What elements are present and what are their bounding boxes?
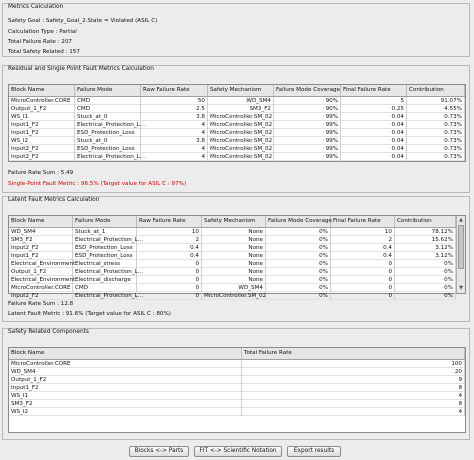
table-cell: 0%	[395, 268, 456, 276]
table-cell: Input1_F2	[9, 129, 75, 137]
table-cell: 0.04	[341, 129, 407, 137]
table-cell: Electrical_discharge	[73, 276, 137, 284]
table-cell: 4.55%	[407, 105, 465, 113]
related-col-total-failure-rate[interactable]: Total Failure Rate	[242, 348, 465, 359]
residual-col-final-failure-rate[interactable]: Final Failure Rate	[341, 85, 407, 96]
latent-sum-text: Failure Rate Sum : 12.8	[8, 301, 74, 307]
table-cell: Stuck_at_0	[75, 113, 141, 121]
table-cell: 0.4	[331, 244, 395, 252]
table-cell: 3.12%	[395, 252, 456, 260]
table-cell: WS_I1	[9, 113, 75, 121]
table-cell: 0.4	[137, 252, 202, 260]
table-row[interactable]	[9, 236, 456, 244]
residual-col-safety-mechanism[interactable]: Safety Mechanism	[208, 85, 274, 96]
table-cell: WS_I1	[9, 392, 242, 400]
table-cell: 15.62%	[395, 236, 456, 244]
table-cell: CMD	[73, 284, 137, 292]
table-row[interactable]	[9, 400, 465, 408]
table-row[interactable]	[9, 244, 456, 252]
latent-col-block-name[interactable]: Block Name	[9, 216, 73, 227]
related-panel-title: Safety Related Components	[8, 329, 89, 335]
table-cell: WD_SM4	[9, 228, 73, 236]
table-cell: 0.73%	[407, 137, 465, 145]
table-row[interactable]	[9, 113, 465, 121]
table-cell: Input2_F2	[9, 292, 73, 300]
table-cell: 90%	[274, 105, 341, 113]
table-cell: Stuck_at_0	[75, 137, 141, 145]
table-cell: 2	[137, 236, 202, 244]
scroll-down-icon[interactable]: ▼	[459, 285, 463, 291]
latent-panel-title: Latent Fault Metrics Calculation	[8, 197, 100, 203]
table-cell: MicroController.SM_02	[204, 293, 267, 299]
residual-col-contribution[interactable]: Contribution	[407, 85, 465, 96]
table-row[interactable]	[9, 228, 456, 236]
related-table[interactable]	[8, 347, 466, 433]
table-cell: 78.12%	[395, 228, 456, 236]
table-cell: 0%	[266, 260, 331, 268]
table-cell: 0	[137, 268, 202, 276]
table-cell: Input1_F2	[9, 252, 73, 260]
table-cell: WD_SM4	[202, 284, 266, 292]
table-row[interactable]	[9, 129, 465, 137]
residual-sum-text: Failure Rate Sum : 5.49	[8, 170, 74, 176]
table-cell: 99%	[274, 137, 341, 145]
table-cell: 90%	[274, 97, 341, 105]
table-cell: 0%	[266, 228, 331, 236]
table-row[interactable]	[9, 260, 456, 268]
table-cell: Input2_F2	[9, 244, 73, 252]
table-row[interactable]	[9, 97, 465, 105]
metrics-panel	[2, 3, 470, 57]
table-cell: WD_SM4	[9, 368, 242, 376]
table-cell: 0%	[266, 252, 331, 260]
table-cell: Electrical_Protection_L...	[75, 293, 144, 299]
lfm-text: Latent Fault Metric : 91.6% (Target value for ASIL C : 80%)	[8, 311, 171, 317]
fit-scientific-notation-button[interactable]: FIT <-> Scientific Notation	[194, 446, 282, 457]
table-cell: 4	[141, 121, 208, 129]
latent-col-failure-mode[interactable]: Failure Mode	[73, 216, 137, 227]
latent-scroll-thumb[interactable]	[458, 225, 464, 269]
table-row[interactable]	[9, 276, 456, 284]
table-cell: Electrical_Environment	[11, 261, 76, 267]
table-cell: 4	[141, 153, 208, 161]
table-cell: 0.04	[341, 153, 407, 161]
table-cell: Output_1_F2	[9, 105, 75, 113]
table-cell: WS_I2	[9, 137, 75, 145]
table-cell: MicroController.SM_02	[210, 146, 273, 152]
table-cell: 0.73%	[407, 113, 465, 121]
table-cell: ESD_Protection_Loss	[75, 129, 141, 137]
table-cell: Electrical_Protection_L...	[77, 154, 146, 160]
table-cell: None	[202, 276, 266, 284]
related-table-header	[9, 348, 465, 360]
related-col-block-name[interactable]: Block Name	[9, 348, 242, 359]
table-cell: 0.73%	[407, 153, 465, 161]
table-cell: 99%	[274, 121, 341, 129]
table-cell: Input2_F2	[9, 145, 75, 153]
table-cell: MicroController.CORE	[9, 360, 242, 368]
scroll-up-icon[interactable]: ▲	[459, 217, 463, 223]
latent-panel	[2, 196, 470, 322]
table-cell: Electrical_Environment	[11, 277, 76, 283]
table-cell: 0%	[395, 276, 456, 284]
table-cell: 10	[137, 228, 202, 236]
spfm-text: Single-Point Fault Metric : 96.5% (Target value for ASIL C : 97%)	[8, 181, 187, 187]
table-row[interactable]	[9, 268, 456, 276]
table-cell: 0%	[395, 292, 456, 300]
table-cell: 0.4	[137, 244, 202, 252]
table-cell: 50	[141, 97, 208, 105]
table-cell: SM3_F2	[9, 236, 73, 244]
table-cell: 2	[331, 236, 395, 244]
table-cell: 99%	[274, 113, 341, 121]
latent-col-raw-failure-rate[interactable]: Raw Failure Rate	[137, 216, 202, 227]
latent-col-final-failure-rate[interactable]: Final Failure Rate	[331, 216, 395, 227]
table-cell: 0%	[266, 268, 331, 276]
table-cell: 0.25	[341, 105, 407, 113]
table-cell: 0.04	[341, 121, 407, 129]
table-cell: 0.73%	[407, 121, 465, 129]
table-cell: 99%	[274, 145, 341, 153]
table-row[interactable]	[9, 384, 465, 392]
latent-table-header	[9, 216, 456, 228]
table-cell: 3.8	[141, 137, 208, 145]
table-cell: MicroController.SM_02	[210, 122, 273, 128]
table-cell: Input2_F2	[9, 153, 75, 161]
table-cell: ESD_Protection_Loss	[73, 244, 137, 252]
table-cell: 10	[331, 228, 395, 236]
table-cell: Input1_F2	[9, 384, 242, 392]
table-cell: MicroController.CORE	[9, 284, 73, 292]
table-cell: None	[202, 268, 266, 276]
latent-col-safety-mechanism[interactable]: Safety Mechanism	[202, 216, 266, 227]
table-cell: 0	[137, 292, 202, 300]
table-cell: 0.04	[341, 145, 407, 153]
table-cell: 2.5	[141, 105, 208, 113]
table-cell: WD_SM4	[208, 97, 274, 105]
table-cell: 0%	[395, 260, 456, 268]
residual-panel	[2, 65, 470, 193]
table-cell: 0	[331, 292, 395, 300]
table-cell: 0	[137, 276, 202, 284]
table-cell: Electrical_Protection_L...	[75, 237, 144, 243]
table-cell: 0	[331, 268, 395, 276]
table-row[interactable]	[9, 153, 465, 161]
table-cell: 0%	[266, 284, 331, 292]
table-cell: MicroController.SM_02	[210, 130, 273, 136]
table-cell: 91.07%	[407, 97, 465, 105]
table-cell: SM3_F2	[208, 105, 274, 113]
latent-scrollbar[interactable]	[456, 216, 465, 293]
table-cell: 0.04	[341, 137, 407, 145]
table-row[interactable]	[9, 360, 465, 368]
table-cell: Electrical_Protection_L...	[77, 122, 146, 128]
table-row[interactable]	[9, 137, 465, 145]
table-row[interactable]	[9, 284, 456, 292]
table-cell: Electrical_stress	[73, 260, 137, 268]
table-cell: MicroController.SM_02	[210, 114, 273, 120]
table-cell: None	[202, 244, 266, 252]
table-cell: 5	[341, 97, 407, 105]
latent-table[interactable]	[8, 215, 466, 299]
table-cell: Electrical_Protection_L...	[75, 269, 144, 275]
residual-col-coverage[interactable]: Failure Mode Coverage	[274, 85, 341, 96]
table-cell: 0	[331, 260, 395, 268]
safety-goal-text: Safety Goal : Safety_Goal_2.State = Violated (ASIL C)	[8, 18, 158, 24]
table-cell: 9	[242, 376, 465, 384]
table-cell: 0.73%	[407, 145, 465, 153]
table-cell: 4	[242, 408, 465, 416]
table-cell: MicroController.CORE	[9, 97, 75, 105]
table-cell: 0.73%	[407, 129, 465, 137]
table-cell: SM3_F2	[9, 400, 242, 408]
metrics-panel-title: Metrics Calculation	[8, 4, 64, 10]
table-cell: 3.8	[141, 113, 208, 121]
residual-col-failure-mode[interactable]: Failure Mode	[75, 85, 141, 96]
table-cell: 0	[137, 284, 202, 292]
table-row[interactable]	[9, 105, 465, 113]
table-cell: 0	[331, 276, 395, 284]
table-row[interactable]	[9, 368, 465, 376]
table-cell: 8	[242, 384, 465, 392]
latent-col-contribution[interactable]: Contribution	[395, 216, 456, 227]
table-cell: 3.12%	[395, 244, 456, 252]
total-safety-related-text: Total Safety Related : 157	[8, 49, 80, 55]
table-cell: 99%	[274, 153, 341, 161]
table-cell: Input1_F2	[9, 121, 75, 129]
table-cell: 4	[141, 145, 208, 153]
table-cell: ESD_Protection_Loss	[75, 145, 141, 153]
table-cell: 0.4	[331, 252, 395, 260]
table-cell: 0%	[266, 276, 331, 284]
table-row[interactable]	[9, 121, 465, 129]
table-cell: 0%	[395, 284, 456, 292]
table-cell: Output_1_F2	[9, 376, 242, 384]
calculation-type-text: Calculation Type : Partial	[8, 29, 77, 35]
table-cell: 8	[242, 400, 465, 408]
table-cell: None	[202, 260, 266, 268]
table-cell: 4	[242, 392, 465, 400]
table-cell: None	[202, 252, 266, 260]
table-cell: 0	[137, 260, 202, 268]
table-cell: 0	[331, 284, 395, 292]
table-row[interactable]	[9, 392, 465, 400]
related-panel	[2, 328, 470, 440]
table-row[interactable]	[9, 408, 465, 416]
latent-col-coverage[interactable]: Failure Mode Coverage	[266, 216, 331, 227]
table-cell: None	[202, 236, 266, 244]
table-cell: 99%	[274, 129, 341, 137]
table-row[interactable]	[9, 376, 465, 384]
total-failure-rate-text: Total Failure Rate : 207	[8, 39, 72, 45]
export-results-button[interactable]: Export results	[287, 446, 341, 457]
residual-col-raw-failure-rate[interactable]: Raw Failure Rate	[141, 85, 208, 96]
table-cell: None	[202, 228, 266, 236]
table-cell: Stuck_at_1	[73, 228, 137, 236]
table-cell: 20	[242, 368, 465, 376]
table-cell: 0%	[266, 244, 331, 252]
table-cell: Output_1_F2	[9, 268, 73, 276]
residual-table[interactable]	[8, 84, 466, 162]
table-cell: MicroController.SM_02	[210, 138, 273, 144]
table-cell: 0%	[266, 292, 331, 300]
table-cell: 0.04	[341, 113, 407, 121]
residual-col-block-name[interactable]: Block Name	[9, 85, 75, 96]
table-cell: 4	[141, 129, 208, 137]
table-cell: CMD	[75, 105, 141, 113]
table-cell: MicroController.SM_02	[210, 154, 273, 160]
table-cell: ESD_Protection_Loss	[73, 252, 137, 260]
table-row[interactable]	[9, 252, 456, 260]
table-cell: WS_I2	[9, 408, 242, 416]
table-row[interactable]	[9, 145, 465, 153]
table-cell: CMD	[75, 97, 141, 105]
residual-panel-title: Residual and Single Point Fault Metrics Calculation	[8, 66, 154, 72]
residual-table-header	[9, 85, 465, 97]
table-cell: 100	[242, 360, 465, 368]
table-row[interactable]	[9, 292, 456, 300]
table-cell: 0%	[266, 236, 331, 244]
blocks-parts-button[interactable]: Blocks <-> Parts	[129, 446, 189, 457]
